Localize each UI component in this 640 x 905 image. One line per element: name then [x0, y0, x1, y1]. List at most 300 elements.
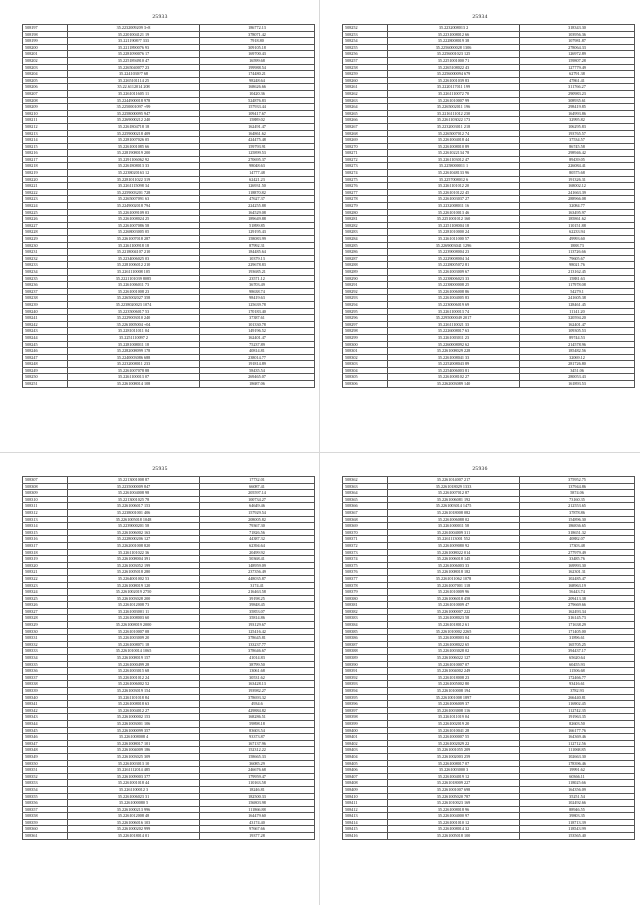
table-row	[343, 354, 635, 361]
value-cell: 375952.75	[520, 477, 635, 484]
coordinate-cell: 35.2261005018 280	[68, 569, 200, 576]
row-id-cell: 508345	[23, 727, 68, 734]
row-id-cell: 508254	[343, 38, 388, 45]
value-cell: 10420.36	[200, 90, 315, 97]
value-cell: 164993.86	[520, 110, 635, 117]
table-row	[343, 150, 635, 157]
value-cell: 213162.45	[520, 268, 635, 275]
coordinate-cell: 35.2261000202 999	[68, 826, 200, 833]
table-row	[23, 117, 315, 124]
row-id-cell: 508292	[343, 288, 388, 295]
row-id-cell: 508336	[23, 668, 68, 675]
value-cell: 79367.30	[200, 523, 315, 530]
table-row	[23, 189, 315, 196]
table-row	[343, 536, 635, 543]
row-id-cell: 508412	[343, 806, 388, 813]
row-id-cell: 508393	[343, 681, 388, 688]
row-id-cell: 508280	[343, 209, 388, 216]
table-row	[23, 229, 315, 236]
coordinate-cell: 35.2256001023 125	[388, 51, 520, 58]
value-cell: 103956.36	[520, 31, 635, 38]
row-id-cell: 508255	[343, 44, 388, 51]
table-row	[343, 595, 635, 602]
row-id-cell: 508204	[23, 71, 68, 78]
coordinate-cell: 35.2261808013 33	[68, 163, 200, 170]
coordinate-cell: 35.2282008099 178	[68, 348, 200, 355]
table-row	[23, 655, 315, 662]
coordinate-cell: 35.2261018012 61	[388, 622, 520, 629]
table-row	[343, 556, 635, 563]
value-cell: 185482.56	[520, 348, 635, 355]
value-cell: 80575.68	[520, 170, 635, 177]
value-cell: 168002.12	[520, 183, 635, 190]
value-cell: 191814.89	[200, 361, 315, 368]
row-id-cell: 508284	[343, 236, 388, 243]
row-id-cell: 508351	[23, 767, 68, 774]
coordinate-cell: 35.2261004009 311	[388, 529, 520, 536]
row-id-cell: 508305	[343, 374, 388, 381]
value-cell: 112742.35	[520, 707, 635, 714]
coordinate-cell: 35.2261003025 309	[68, 753, 200, 760]
coordinate-cell: 35.2281908019 200	[68, 150, 200, 157]
value-cell: 156803.98	[200, 800, 315, 807]
row-id-cell: 508366	[343, 503, 388, 510]
value-cell: 43174.40	[200, 819, 315, 826]
row-id-cell: 508227	[23, 222, 68, 229]
value-cell: 128461.45	[520, 301, 635, 308]
row-id-cell: 508260	[343, 77, 388, 84]
row-id-cell: 508384	[343, 622, 388, 629]
coordinate-cell: 35.2252008043 89	[388, 361, 520, 368]
table-row	[23, 615, 315, 622]
table-row	[23, 57, 315, 64]
value-cell: 75237.89	[200, 341, 315, 348]
row-id-cell: 508243	[23, 328, 68, 335]
value-cell: 31896.61	[520, 635, 635, 642]
row-id-cell: 508363	[343, 483, 388, 490]
coordinate-cell: 35.2261003014 1475	[388, 503, 520, 510]
table-row	[343, 104, 635, 111]
coordinate-cell: 35.2265101114 25	[68, 77, 200, 84]
table-row	[343, 84, 635, 91]
row-id-cell: 508213	[23, 130, 68, 137]
row-id-cell: 508405	[343, 760, 388, 767]
coordinate-cell: 35.2261009003 377	[68, 773, 200, 780]
row-id-cell: 508338	[23, 681, 68, 688]
value-cell: 4934.6	[200, 701, 315, 708]
coordinate-cell: 35.2261103012 47	[388, 156, 520, 163]
row-id-cell: 508302	[343, 354, 388, 361]
value-cell: 162493.34	[520, 608, 635, 615]
value-cell: 82603.50	[520, 720, 635, 727]
coordinate-cell: 35.2258000095 947	[68, 110, 200, 117]
row-id-cell: 508327	[23, 608, 68, 615]
coordinate-cell: 35.2261101018 84	[68, 694, 200, 701]
coordinate-cell: 35.2261010014 1065	[68, 648, 200, 655]
row-id-cell: 508361	[23, 833, 68, 840]
coordinate-cell: 35.2235006017 53	[68, 308, 200, 315]
value-cell: 13061.68	[200, 668, 315, 675]
table-row	[23, 780, 315, 787]
row-id-cell: 508404	[343, 753, 388, 760]
value-cell: 193685.21	[200, 268, 315, 275]
value-cell: 209413.38	[520, 595, 635, 602]
coordinate-cell: 35.2265108022 43	[388, 64, 520, 71]
table-row	[23, 308, 315, 315]
row-id-cell: 508232	[23, 255, 68, 262]
row-id-cell: 508286	[343, 249, 388, 256]
row-id-cell: 508331	[23, 635, 68, 642]
table-row	[343, 143, 635, 150]
value-cell: 65620.64	[520, 655, 635, 662]
coordinate-cell: 35.2261008010 89	[388, 143, 520, 150]
coordinate-cell: 35.2261009109 03	[68, 209, 200, 216]
coordinate-cell: 35.2238001001 406	[68, 509, 200, 516]
value-cell: 125416.42	[200, 628, 315, 635]
row-id-cell: 508349	[23, 753, 68, 760]
coordinate-cell: 35.2261110021 33	[388, 321, 520, 328]
value-cell: 309105.18	[200, 44, 315, 51]
row-id-cell: 508257	[343, 57, 388, 64]
coordinate-cell: 35.2261804718 18	[68, 123, 200, 130]
coordinate-cell: 35.2261008014 108	[68, 381, 200, 388]
row-id-cell: 508315	[23, 529, 68, 536]
value-cell: 171405.00	[520, 628, 635, 635]
value-cell: 378071.42	[200, 31, 315, 38]
value-cell: 168286.51	[200, 714, 315, 721]
coordinate-cell: 35.2244900018 978	[68, 97, 200, 104]
table-row	[343, 720, 635, 727]
value-cell: 214578.96	[520, 341, 635, 348]
table-row	[23, 156, 315, 163]
value-cell: 186772.13	[200, 25, 315, 32]
row-id-cell: 508381	[343, 602, 388, 609]
value-cell: 164356.09	[520, 786, 635, 793]
table-row	[343, 51, 635, 58]
value-cell: 20499.92	[200, 549, 315, 556]
table-row	[23, 31, 315, 38]
value-cell: 189649.88	[200, 216, 315, 223]
value-cell: 60455.93	[520, 661, 635, 668]
table-row	[23, 104, 315, 111]
row-id-cell: 508325	[23, 595, 68, 602]
row-id-cell: 508278	[343, 196, 388, 203]
table-row	[23, 150, 315, 157]
coordinate-cell: 35.2261000499 28	[68, 661, 200, 668]
row-id-cell: 508410	[343, 793, 388, 800]
coordinate-cell: 35.2261003011 23	[388, 334, 520, 341]
value-cell: 316145.73	[520, 615, 635, 622]
coordinate-cell: 35.2235000009 847	[68, 483, 200, 490]
coordinate-cell: 35.2261005018 100	[388, 833, 520, 840]
row-id-cell: 508299	[343, 334, 388, 341]
coordinate-cell: 35.2261048133 96	[388, 170, 520, 177]
table-row	[23, 374, 315, 381]
row-id-cell: 508249	[23, 367, 68, 374]
row-id-cell: 508256	[343, 51, 388, 58]
coordinate-cell: 35.2211890076 93	[68, 44, 200, 51]
value-cell: 226084.41	[520, 163, 635, 170]
value-cell: 246676.68	[200, 767, 315, 774]
row-id-cell: 508250	[23, 374, 68, 381]
row-id-cell: 508252	[343, 25, 388, 32]
table-row	[23, 123, 315, 130]
value-cell: 39198.25	[200, 595, 315, 602]
table-row	[23, 367, 315, 374]
value-cell: 224255.88	[200, 203, 315, 210]
value-cell: 35853.07	[200, 608, 315, 615]
table-row	[23, 628, 315, 635]
table-row	[23, 130, 315, 137]
row-id-cell: 508352	[23, 773, 68, 780]
value-cell: 98021.76	[520, 262, 635, 269]
value-cell: 79605.67	[520, 255, 635, 262]
row-id-cell: 508406	[343, 767, 388, 774]
value-cell: 186836.65	[520, 523, 635, 530]
row-id-cell: 508337	[23, 674, 68, 681]
row-id-cell: 508365	[343, 496, 388, 503]
row-id-cell: 508357	[23, 806, 68, 813]
row-id-cell: 508210	[23, 110, 68, 117]
document-page-3	[0, 452, 320, 904]
row-id-cell: 508200	[23, 44, 68, 51]
table-row	[23, 255, 315, 262]
table-row	[343, 503, 635, 510]
coordinate-cell: 35.2261008024 25	[68, 216, 200, 223]
value-cell: 110151.88	[520, 222, 635, 229]
value-cell: 159807.28	[520, 57, 635, 64]
document-page-2	[320, 0, 640, 452]
coordinate-cell: 35.2256000028 1306	[388, 44, 520, 51]
coordinate-cell: 35.2291106062 92	[68, 156, 200, 163]
table-row	[343, 674, 635, 681]
table-row	[343, 707, 635, 714]
table-row	[343, 321, 635, 328]
value-cell: 118025.66	[520, 780, 635, 787]
value-cell: 167137.96	[200, 740, 315, 747]
value-cell: 66087.41	[200, 483, 315, 490]
coordinate-cell: 35.2251001012 160	[388, 216, 520, 223]
table-row	[343, 25, 635, 32]
coordinate-cell: 35.2261008003 04	[388, 635, 520, 642]
coordinate-cell: 35.2228008019 38	[388, 38, 520, 45]
value-cell: 39848.45	[200, 602, 315, 609]
value-cell: 102663.30	[520, 753, 635, 760]
coordinate-cell: 35.2258000011 1	[388, 163, 520, 170]
table-row	[343, 569, 635, 576]
value-cell: 87992.31	[200, 242, 315, 249]
coordinate-cell: 35.2261000002 153	[68, 714, 200, 721]
row-id-cell: 508375	[343, 562, 388, 569]
coordinate-cell: 35.2261003037 27	[388, 196, 520, 203]
coordinate-cell: 35.2261100918 18	[68, 242, 200, 249]
table-row	[343, 655, 635, 662]
table-row	[343, 130, 635, 137]
row-id-cell: 508391	[343, 668, 388, 675]
row-id-cell: 508379	[343, 589, 388, 596]
value-cell: 162401.47	[200, 334, 315, 341]
value-cell: 16599.68	[200, 57, 315, 64]
coordinate-cell: 35.2261018009 227	[388, 780, 520, 787]
table-row	[23, 813, 315, 820]
row-id-cell: 508222	[23, 189, 68, 196]
table-row	[343, 236, 635, 243]
value-cell: 32995.82	[520, 117, 635, 124]
coordinate-cell: 35.2261004002 249	[388, 668, 520, 675]
row-id-cell: 508226	[23, 216, 68, 223]
table-row	[343, 780, 635, 787]
coordinate-cell: 35.2261003013 10	[68, 760, 200, 767]
table-row	[343, 275, 635, 282]
table-row	[23, 176, 315, 183]
value-cell: 172466.77	[520, 674, 635, 681]
table-row	[23, 760, 315, 767]
value-cell: 51899.85	[200, 222, 315, 229]
table-row	[23, 288, 315, 295]
table-row	[23, 826, 315, 833]
value-cell: 280053.43	[520, 374, 635, 381]
coordinate-cell: 35.2261010122 45	[388, 189, 520, 196]
value-cell: 159793.91	[200, 143, 315, 150]
value-cell: 37387.61	[200, 315, 315, 322]
value-cell: 164479.60	[200, 813, 315, 820]
value-cell: 279669.66	[520, 602, 635, 609]
value-cell: 107981.87	[520, 38, 635, 45]
table-row	[23, 490, 315, 497]
table-row	[23, 321, 315, 328]
row-id-cell: 508297	[343, 321, 388, 328]
coordinate-cell: 35.2261008019 157	[68, 655, 200, 662]
table-row	[343, 760, 635, 767]
row-id-cell: 508230	[23, 242, 68, 249]
value-cell: 216463.58	[200, 589, 315, 596]
coordinate-cell: 35.2265002027 358	[68, 295, 200, 302]
row-id-cell: 508289	[343, 268, 388, 275]
coordinate-cell: 35.2256000094 679	[388, 71, 520, 78]
table-row	[343, 734, 635, 741]
table-row	[343, 308, 635, 315]
value-cell: 126931.50	[200, 183, 315, 190]
table-row	[23, 622, 315, 629]
row-id-cell: 508332	[23, 641, 68, 648]
row-id-cell: 508300	[343, 341, 388, 348]
value-cell: 237356.49	[200, 569, 315, 576]
row-id-cell: 508270	[343, 143, 388, 150]
coordinate-cell: 35.2240003086 688	[68, 354, 200, 361]
row-id-cell: 508380	[343, 595, 388, 602]
value-cell: 165705.25	[520, 641, 635, 648]
table-row	[23, 503, 315, 510]
table-row	[343, 189, 635, 196]
table-row	[343, 490, 635, 497]
value-cell: 15889.02	[200, 117, 315, 124]
value-cell: 39803.35	[520, 813, 635, 820]
coordinate-cell: 35.2250001097 +99	[68, 104, 200, 111]
row-id-cell: 508400	[343, 727, 388, 734]
row-id-cell: 508212	[23, 123, 68, 130]
value-cell: 158665.33	[200, 753, 315, 760]
coordinate-cell: 35.2241030?7 68	[68, 71, 200, 78]
row-id-cell: 508403	[343, 747, 388, 754]
value-cell: 62394.64	[200, 542, 315, 549]
coordinate-cell: 35.2213001008 87	[68, 477, 200, 484]
row-id-cell: 508281	[343, 216, 388, 223]
coordinate-cell: 35.2261010007 07	[388, 661, 520, 668]
data-table	[22, 476, 315, 840]
table-row	[23, 688, 315, 695]
coordinate-cell: 35.2261011062 1078	[388, 575, 520, 582]
table-row	[343, 694, 635, 701]
table-row	[23, 575, 315, 582]
row-id-cell: 508241	[23, 315, 68, 322]
value-cell: 32069.12	[520, 354, 635, 361]
value-cell: 169700.43	[200, 51, 315, 58]
row-id-cell: 508234	[23, 268, 68, 275]
table-row	[343, 170, 635, 177]
value-cell: 378693.32	[200, 694, 315, 701]
coordinate-cell: 35.2226008017 63	[388, 328, 520, 335]
coordinate-cell: 35.2261008019 2000	[68, 622, 200, 629]
value-cell: 163495.97	[520, 209, 635, 216]
table-row	[343, 64, 635, 71]
row-id-cell: 508224	[23, 203, 68, 210]
row-id-cell: 508339	[23, 688, 68, 695]
row-id-cell: 508294	[343, 301, 388, 308]
table-row	[23, 496, 315, 503]
row-id-cell: 508264	[343, 104, 388, 111]
value-cell: 44387.32	[200, 536, 315, 543]
value-cell: 36703.49	[200, 282, 315, 289]
table-row	[343, 97, 635, 104]
coordinate-cell: 35.2261003015 68	[68, 668, 200, 675]
coordinate-cell: 35.2261006008 86	[388, 288, 520, 295]
table-row	[343, 622, 635, 629]
coordinate-cell: 35.2261010007 99	[388, 97, 520, 104]
row-id-cell: 508304	[343, 367, 388, 374]
document-page-1	[0, 0, 320, 452]
coordinate-cell: 35.2268003005 05	[68, 229, 200, 236]
coordinate-cell: 35.2238006023 33	[388, 275, 520, 282]
coordinate-cell: 35.2261005020 787	[388, 793, 520, 800]
coordinate-cell: 35.2261100012 3	[68, 786, 200, 793]
table-row	[343, 681, 635, 688]
value-cell: 241663.39	[520, 189, 635, 196]
table-row	[343, 117, 635, 124]
row-id-cell: 508209	[23, 104, 68, 111]
coordinate-cell: 35.2261008071 18	[68, 641, 200, 648]
coordinate-cell: 35.2238000008 25	[388, 282, 520, 289]
table-row	[23, 262, 315, 269]
value-cell: 238014.77	[200, 354, 315, 361]
table-row	[343, 31, 635, 38]
value-cell: 320594.20	[520, 315, 635, 322]
row-id-cell: 508282	[343, 222, 388, 229]
row-id-cell: 508235	[23, 275, 68, 282]
value-cell: 110163.58	[200, 780, 315, 787]
value-cell: 3174.41	[200, 582, 315, 589]
table-row	[343, 602, 635, 609]
value-cell: 318651.32	[520, 529, 635, 536]
coordinate-cell: 35.2261012008 73	[68, 602, 200, 609]
table-row	[23, 25, 315, 32]
row-id-cell: 508394	[343, 688, 388, 695]
row-id-cell: 508344	[23, 720, 68, 727]
coordinate-cell: 35.2261011019 04	[388, 714, 520, 721]
row-id-cell: 508285	[343, 242, 388, 249]
row-id-cell: 508312	[23, 509, 68, 516]
value-cell: 18246.81	[200, 786, 315, 793]
coordinate-cell: 35.2232008011 16	[388, 203, 520, 210]
